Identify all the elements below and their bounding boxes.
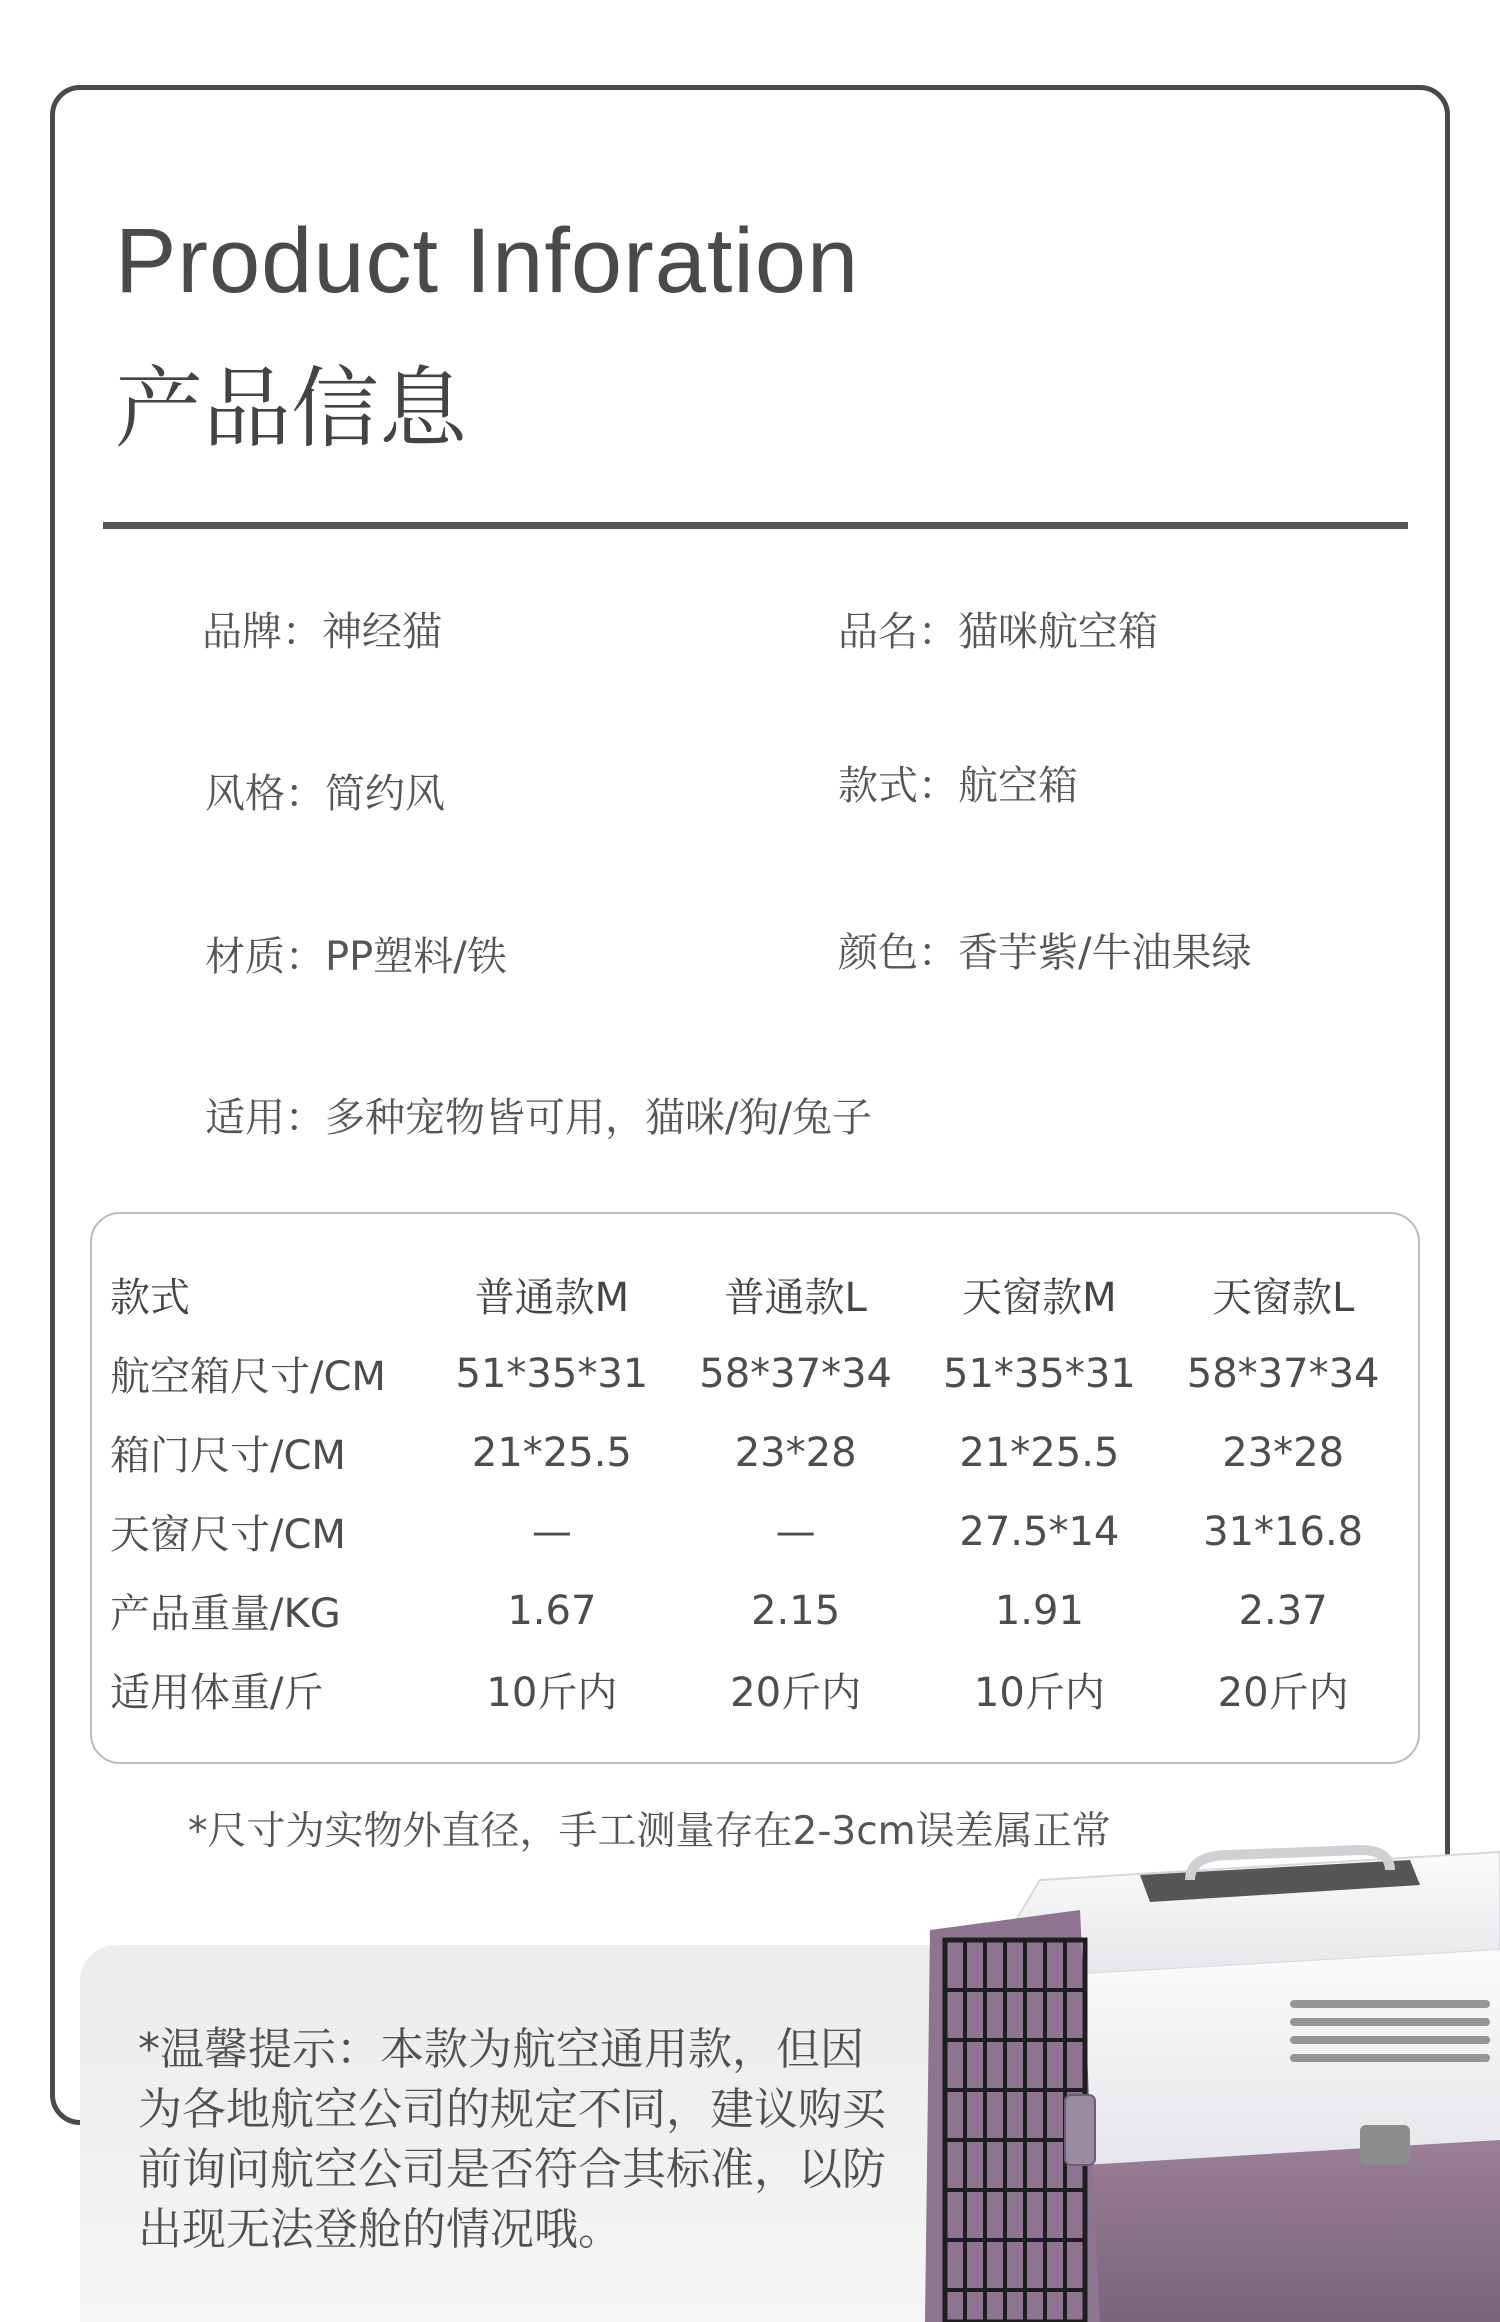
table-cell: 27.5*14 [959, 1508, 1120, 1555]
attr-style-label: 风格： [205, 771, 325, 817]
table-cell: 1.91 [994, 1587, 1084, 1634]
spec-table [110, 1255, 1405, 1729]
attr-material-label: 材质： [205, 934, 325, 980]
attr-color [838, 930, 1252, 976]
attr-suitable-label: 适用： [205, 1095, 325, 1141]
table-row [110, 1650, 1405, 1729]
page-title-cn: 产品信息 [115, 357, 468, 460]
table-cell: 58*37*34 [1186, 1350, 1380, 1397]
table-cell: 58*37*34 [699, 1350, 892, 1397]
table-cell: 1.67 [507, 1587, 597, 1634]
attr-suitable [205, 1095, 872, 1141]
title-divider [103, 522, 1408, 529]
table-row [110, 1492, 1405, 1571]
page-title-en: Product Inforation [115, 210, 860, 312]
attr-material-value: PP塑料/铁 [325, 934, 507, 980]
row-label: 天窗尺寸/CM [110, 1512, 346, 1558]
spec-header-label: 款式 [110, 1275, 190, 1321]
attr-type-value: 航空箱 [958, 763, 1078, 809]
table-row [110, 1571, 1405, 1650]
attr-name-label: 品名： [838, 609, 958, 655]
spec-header-col: 天窗款L [1211, 1275, 1355, 1321]
size-note: *尺寸为实物外直径，手工测量存在2-3cm误差属正常 [188, 1809, 1111, 1854]
spec-header-col: 普通款M [474, 1275, 630, 1321]
pet-carrier-image [890, 1840, 1500, 2322]
table-cell: 23*28 [1222, 1429, 1345, 1476]
spec-header-col: 普通款L [724, 1275, 867, 1321]
attr-color-label: 颜色： [838, 930, 958, 976]
attr-type [838, 763, 1078, 809]
attr-style [205, 771, 445, 817]
row-label: 产品重量/KG [110, 1591, 341, 1637]
table-cell: 31*16.8 [1203, 1508, 1364, 1555]
attr-style-value: 简约风 [325, 771, 445, 817]
tip-text: *温馨提示：本款为航空通用款，但因为各地航空公司的规定不同，建议购买前询问航空公司是否符合其标准，以防出现无法登舱的情况哦。 [138, 2024, 886, 2255]
table-cell: 2.15 [751, 1587, 841, 1634]
attr-name-value: 猫咪航空箱 [958, 609, 1158, 655]
table-cell: — [775, 1508, 816, 1555]
spec-header-col: 天窗款M [962, 1275, 1117, 1321]
row-label: 适用体重/斤 [110, 1670, 324, 1716]
row-label: 航空箱尺寸/CM [110, 1354, 386, 1400]
table-cell: 10斤内 [486, 1670, 618, 1716]
attr-brand-label: 品牌： [202, 609, 322, 655]
attr-brand-value: 神经猫 [322, 609, 442, 655]
table-row [110, 1334, 1405, 1413]
attr-material [205, 934, 507, 980]
row-label: 箱门尺寸/CM [110, 1433, 346, 1479]
table-cell: 10斤内 [973, 1670, 1105, 1716]
table-cell: 21*25.5 [959, 1429, 1120, 1476]
table-cell: 21*25.5 [471, 1429, 632, 1476]
attr-type-label: 款式： [838, 763, 958, 809]
table-cell: 2.37 [1238, 1587, 1328, 1634]
spec-table-header-row [110, 1255, 1405, 1334]
table-cell: 20斤内 [730, 1670, 862, 1716]
table-cell: 20斤内 [1217, 1670, 1349, 1716]
table-cell: 51*35*31 [455, 1350, 649, 1397]
attr-name [838, 609, 1158, 655]
attr-color-value: 香芋紫/牛油果绿 [958, 930, 1252, 976]
table-row [110, 1413, 1405, 1492]
attr-brand [202, 609, 442, 655]
table-cell: 23*28 [734, 1429, 857, 1476]
table-cell: 51*35*31 [943, 1350, 1136, 1397]
table-cell: — [531, 1508, 572, 1555]
attr-suitable-value: 多种宠物皆可用，猫咪/狗/兔子 [325, 1095, 872, 1141]
